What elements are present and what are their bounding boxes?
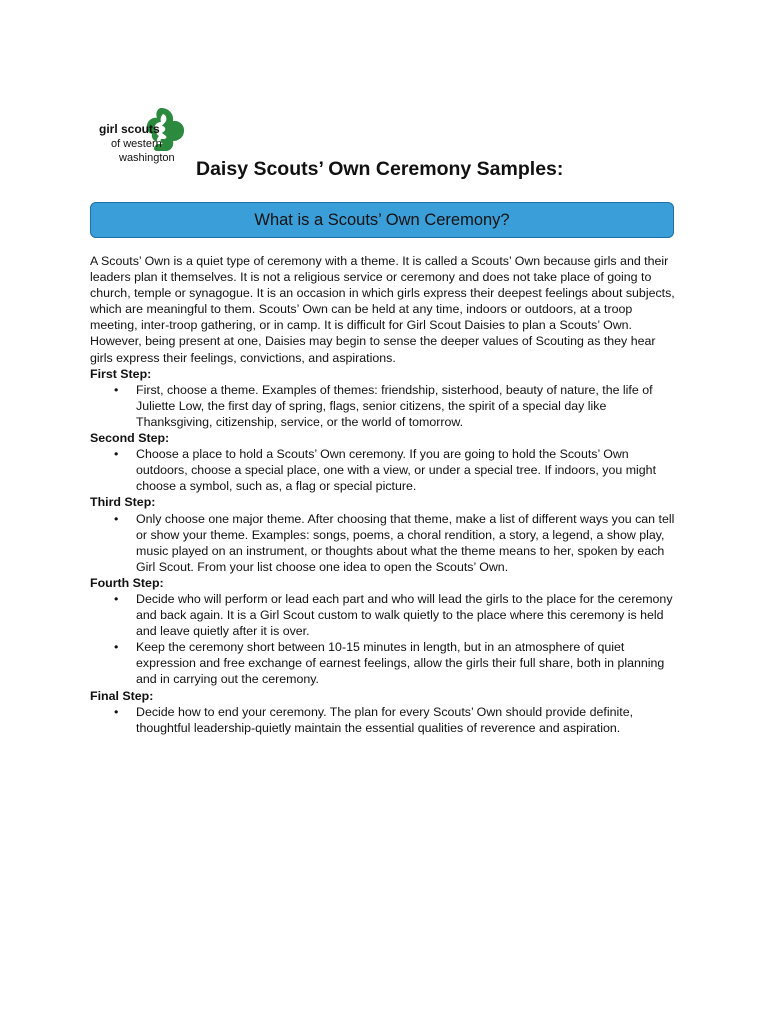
- step-section: [90, 575, 680, 688]
- step-section: [90, 366, 680, 430]
- bullet-icon: •: [114, 511, 119, 526]
- list-item-text: Only choose one major theme. After choosing that theme, make a list of different ways you can tell or show your theme. Examples: songs, poems, a choral rendition, a story, a legend, a show play, music played on an instrument, or thoughts about what the theme means to her, spoken by each Girl Scout. From your list choose one idea to open the Scouts’ Own.: [136, 511, 675, 574]
- list-item: [90, 639, 680, 687]
- document-body: [90, 253, 680, 736]
- step-title: Third Step:: [90, 495, 156, 510]
- step-list: [90, 382, 680, 430]
- list-item-text: First, choose a theme. Examples of themes: friendship, sisterhood, beauty of nature, the life of Juliette Low, the first day of spring, flags, senior citizens, the spirit of a special day like Thanksgiving, citizenship, service, or the world of tomorrow.: [136, 382, 653, 429]
- step-section: [90, 494, 680, 574]
- list-item: [90, 446, 680, 494]
- list-item: [90, 511, 680, 575]
- logo-line-2: of western: [111, 138, 162, 150]
- list-item-text: Keep the ceremony short between 10-15 minutes in length, but in an atmosphere of quiet expression and free exchange of earnest feelings, allow the girls their full share, both in planning and in carrying out the ceremony.: [136, 640, 665, 687]
- section-banner: [90, 202, 674, 238]
- bullet-icon: •: [114, 640, 119, 655]
- list-item: [90, 591, 680, 639]
- logo-line-1: girl scouts: [99, 122, 160, 136]
- step-title: Second Step:: [90, 431, 170, 446]
- step-title: First Step:: [90, 366, 152, 381]
- list-item-text: Choose a place to hold a Scouts’ Own ceremony. If you are going to hold the Scouts’ Own outdoors, choose a special place, one with a view, or under a special tree. If indoors, you might choose a symbol, such as, a flag or special picture.: [136, 447, 657, 494]
- step-list: [90, 446, 680, 494]
- bullet-icon: •: [114, 591, 119, 606]
- bullet-icon: •: [114, 382, 119, 397]
- intro-paragraph: A Scouts’ Own is a quiet type of ceremony with a theme. It is called a Scouts’ Own because girls and their leaders plan it themselves. It is not a religious service or ceremony and does not take place of going to church, temple or synagogue. It is an occasion in which girls express their deepest feelings about subjects, which are meaningful to them. Scouts’ Own can be held at any time, indoors or outdoors, at a troop meeting, inter-troop gathering, or in camp. It is difficult for Girl Scout Daisies to plan a Scouts’ Own. However, being present at one, Daisies may begin to sense the deeper values of Scouting as they hear girls express their feelings, convictions, and aspirations.: [90, 254, 675, 365]
- list-item-text: Decide who will perform or lead each part and who will lead the girls to the place for the ceremony and back again. It is a Girl Scout custom to walk quietly to the place where this ceremony is held and leave quietly after it is over.: [136, 591, 673, 639]
- list-item-text: Decide how to end your ceremony. The plan for every Scouts’ Own should provide definite, thoughtful leadership-quietly maintain the essential qualities of reverence and aspiration.: [136, 704, 634, 735]
- step-title: Final Step:: [90, 688, 154, 703]
- step-list: [90, 591, 680, 688]
- step-list: [90, 511, 680, 575]
- step-list: [90, 704, 680, 736]
- bullet-icon: •: [114, 447, 119, 462]
- bullet-icon: •: [114, 704, 119, 719]
- step-section: [90, 688, 680, 736]
- list-item: [90, 704, 680, 736]
- step-section: [90, 430, 680, 494]
- trefoil-profile-icon: [91, 100, 191, 176]
- page-title: Daisy Scouts’ Own Ceremony Samples:: [196, 158, 564, 180]
- step-title: Fourth Step:: [90, 575, 164, 590]
- girl-scouts-logo: [91, 100, 191, 176]
- banner-text: What is a Scouts’ Own Ceremony?: [254, 210, 510, 229]
- list-item: [90, 382, 680, 430]
- logo-line-3: washington: [119, 152, 175, 164]
